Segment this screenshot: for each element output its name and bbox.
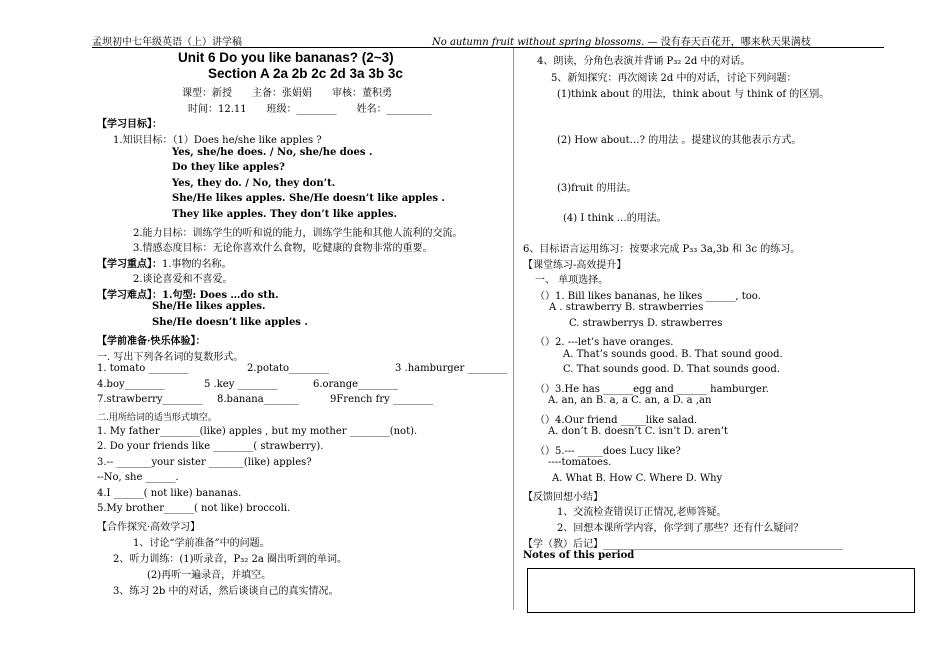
step-6: 6、目标语言运用练习：按要求完成 P₃₃ 3a,3b 和 3c 的练习。 (523, 244, 801, 255)
plural-1: 1. tomato ________ (97, 363, 189, 374)
mc-4: （）4.Our friend _____like salad. (535, 415, 698, 426)
mc-1: （）1. Bill likes bananas, he likes ______, too. (535, 291, 761, 302)
question-4: (4) I think …的用法。 (563, 213, 667, 224)
coop-step-2b: (2)再听一遍录音，并填空。 (147, 570, 272, 581)
mc-5-answer: ----tomatoes. (548, 457, 612, 468)
feedback-1: 1、交流检查错误订正情况,老师答疑。 (557, 507, 727, 518)
goal-attitude: 3.情感态度目标：无论你喜欢什么食物，吃健康的食物非常的重要。 (133, 243, 433, 254)
coop-step-2: 2、听力训练：(1)听录音，P₃₂ 2a 圈出听到的单词。 (113, 554, 347, 565)
mc-2-options-a: A. That’s sounds good. B. That sound good. (563, 349, 783, 360)
fill-4: 4.I ______( not like) bananas. (97, 488, 242, 499)
header-right (432, 33, 811, 48)
goal-example-3: Yes, they do. / No, they don’t. (172, 178, 336, 189)
mc-4-options: A. don’t B. doesn’t C. isn’t D. aren’t (548, 426, 728, 437)
question-2: (2) How about…? 的用法 。提建议的其他表示方式。 (557, 135, 802, 146)
fill-2: 2. Do your friends like ________( strawberry). (97, 441, 324, 452)
class-practice-heading: 【课堂练习-高效提升】 (523, 260, 627, 271)
question-3: (3)fruit 的用法。 (557, 183, 637, 194)
lesson-info: 课型：新授 主备：张娟娟 审核：董积勇 (182, 88, 392, 99)
plural-2: 2.potato________ (247, 363, 329, 374)
mc-1-options-b: C. strawberrys D. strawberres (569, 318, 723, 329)
prep-heading: 【学前准备·快乐体验】： (97, 336, 206, 347)
mc-3-options: A. an, an B. a, a C. an, a D. a ,an (548, 395, 712, 406)
after-class-notes: 【学（教）后记】________________________________________________ (523, 539, 843, 550)
plural-6: 6.orange________ (313, 379, 399, 390)
fill-3-answer: --No, she ______. (97, 472, 179, 483)
column-divider (513, 48, 514, 610)
difficult-heading: 【学习难点】： (97, 290, 162, 301)
plural-8: 8.banana_______ (217, 394, 299, 405)
single-choice-heading: 一、 单项选择。 (535, 275, 609, 286)
step-5: 5、新知探究：再次阅读 2d 中的对话，讨论下列问题： (551, 73, 797, 84)
notes-label: Notes of this period (523, 550, 635, 561)
question-1: (1)think about 的用法，think about 与 think of 的区别。 (557, 89, 830, 100)
mc-5-options: A. What B. How C. Where D. Why (552, 473, 723, 484)
mc-2-options-b: C. That sounds good. D. That sounds good. (563, 364, 780, 375)
difficult-point-1: 1.句型: Does …do sth. (162, 290, 279, 301)
fill-1: 1. My father________(like) apples , but my mother ________(not). (97, 426, 418, 437)
goal-example-4: She/He likes apples. She/He doesn’t like apples . (172, 193, 445, 204)
difficult-point-3: She/He doesn’t like apples . (152, 317, 308, 328)
mc-5: （）5.--- _____does Lucy like? (535, 446, 681, 457)
key-point-2: 2.谈论喜爱和不喜爱。 (133, 274, 233, 285)
mc-3: （）3.He has ______egg and ______ hamburger. (535, 384, 769, 395)
coop-step-3: 3、练习 2b 中的对话，然后谈谈自己的真实情况。 (113, 586, 339, 597)
header-motto-cn: — 没有春天百花开，哪来秋天果满枝 (647, 37, 811, 48)
goal-ability: 2.能力目标：训练学生的听和说的能力，训练学生能和其他人流利的交流。 (133, 228, 463, 239)
notes-box[interactable] (527, 568, 915, 613)
prep-part-1: 一. 写出下列各名词的复数形式。 (97, 352, 244, 363)
plural-4: 4.boy________ (97, 379, 165, 390)
fill-3: 3.-- _______your sister _______(like) apples? (97, 457, 312, 468)
mc-1-options-a: A . strawberry B. strawberries (549, 302, 704, 313)
mc-2: （）2. ---let’s have oranges. (535, 337, 674, 348)
lesson-meta: 时间：12.11 班级：________ 姓名：_________ (188, 104, 432, 115)
step-4: 4、朗读，分角色表演并背诵 P₃₂ 2d 中的对话。 (537, 56, 751, 67)
goal-example-2: Do they like apples? (172, 162, 285, 173)
plural-3: 3 .hamburger ________ (395, 363, 508, 374)
header-motto-en: No autumn fruit without spring blossoms. (432, 37, 645, 48)
plural-7: 7.strawberry________ (97, 394, 203, 405)
coop-step-1: 1、讨论“学前准备”中的问题。 (133, 538, 270, 549)
fill-5: 5.My brother______( not like) broccoli. (97, 503, 291, 514)
difficult-point-2: She/He likes apples. (152, 301, 266, 312)
header-rule (92, 47, 884, 48)
key-point-1: 1.事物的名称。 (162, 259, 232, 270)
goal-knowledge: 1.知识目标：（1）Does he/she like apples ? (113, 135, 322, 146)
goal-example-5: They like apples. They don’t like apples. (172, 209, 397, 220)
goal-example-1: Yes, she/he does. / No, she/he does . (172, 147, 373, 158)
page-subtitle: Section A 2a 2b 2c 2d 3a 3b 3c (208, 66, 403, 81)
prep-part-2: 二.用所给词的适当形式填空。 (97, 413, 217, 423)
feedback-heading: 【反馈回想小结】 (523, 492, 603, 503)
plural-9: 9French fry ________ (330, 394, 433, 405)
plural-5: 5 .key ________ (204, 379, 278, 390)
page-title: Unit 6 Do you like bananas? (2~3) (178, 50, 394, 65)
key-points (97, 255, 232, 270)
coop-heading: 【合作探究·高效学习】 (97, 522, 201, 533)
key-heading: 【学习重点】： (97, 259, 162, 270)
goals-heading: 【学习目标】： (97, 119, 162, 130)
header-left: 孟坝初中七年级英语（上）讲学稿 (92, 37, 242, 48)
difficult-points (97, 286, 279, 301)
feedback-2: 2、回想本课所学内容，你学到了那些？还有什么疑问？ (557, 523, 804, 534)
